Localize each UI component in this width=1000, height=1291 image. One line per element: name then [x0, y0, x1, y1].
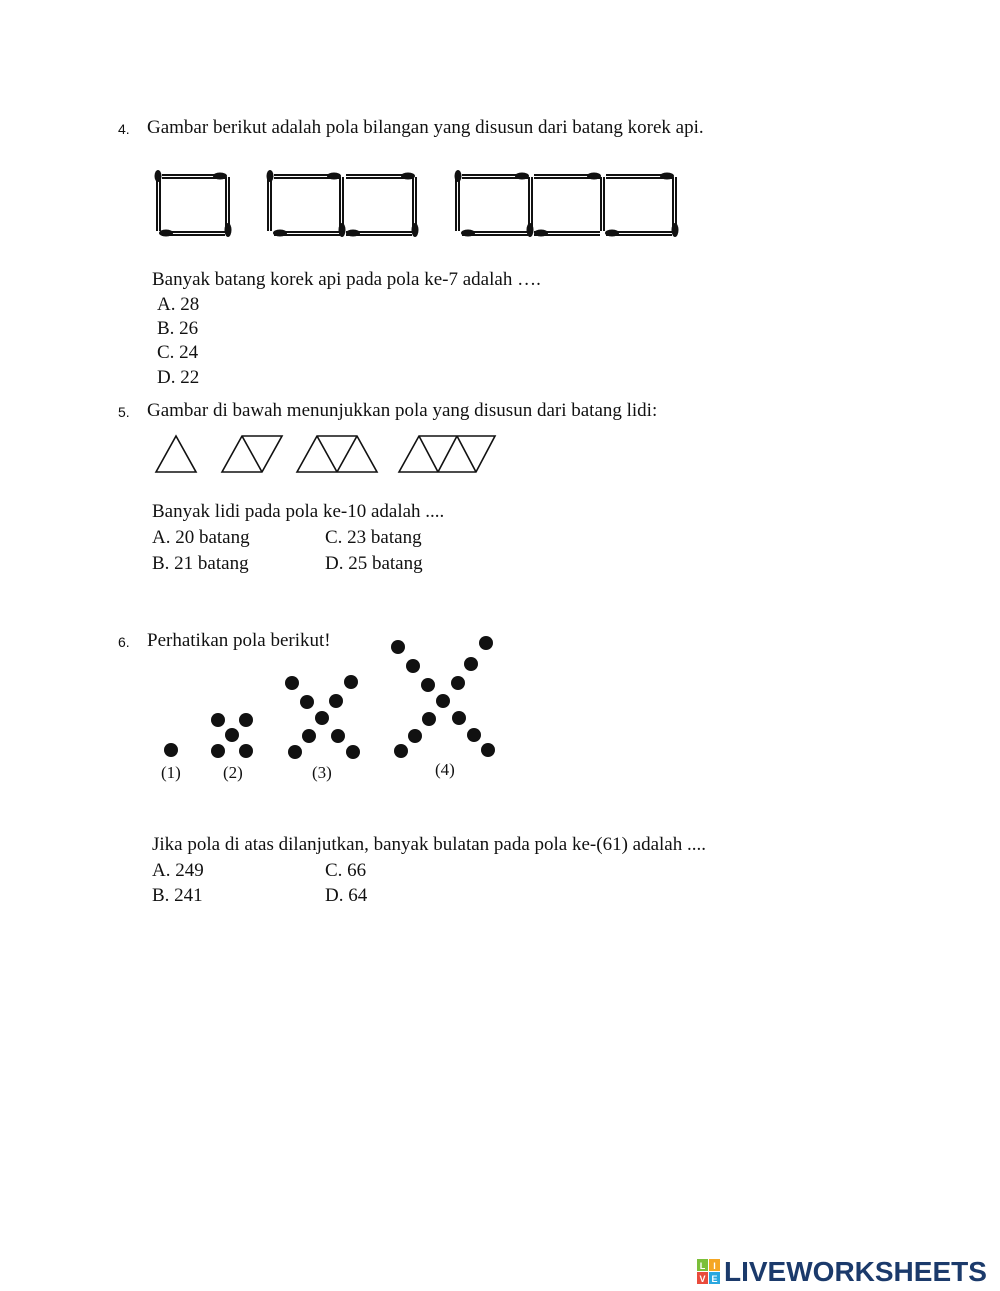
dot-pattern-label-3: (3)	[312, 763, 332, 782]
question-4-option-a[interactable]: A. 28	[157, 294, 200, 315]
matchstick-pattern-figure	[150, 165, 690, 245]
logo-letter-i: I	[713, 1261, 716, 1271]
question-6-prompt: Perhatikan pola berikut!	[147, 630, 331, 651]
question-6-text: Jika pola di atas dilanjutkan, banyak bulatan pada pola ke-(61) adalah ....	[152, 834, 706, 855]
question-5-number: 5.	[118, 404, 130, 420]
triangle-pattern-4	[399, 436, 495, 472]
question-4-option-b[interactable]: B. 26	[157, 318, 199, 339]
dot-pattern-label-4: (4)	[435, 760, 455, 779]
triangle-pattern-1	[156, 436, 196, 472]
dot-pattern-2	[211, 713, 253, 758]
triangle-pattern-figure	[150, 432, 510, 477]
question-4-text: Banyak batang korek api pada pola ke-7 adalah ….	[152, 269, 541, 290]
question-5-option-c[interactable]: C. 23 batang	[325, 527, 422, 548]
question-4-number: 4.	[118, 121, 130, 137]
liveworksheets-logo	[697, 1256, 987, 1288]
question-4-option-c[interactable]: C. 24	[157, 342, 199, 363]
question-5-option-b[interactable]: B. 21 batang	[152, 553, 249, 574]
dot-pattern-label-2: (2)	[223, 763, 243, 782]
dot-pattern-4	[391, 636, 495, 758]
dot-pattern-1	[164, 743, 178, 757]
triangle-pattern-3	[297, 436, 377, 472]
question-6-option-b[interactable]: B. 241	[152, 885, 203, 906]
question-6-number: 6.	[118, 634, 130, 650]
question-6-option-a[interactable]: A. 249	[152, 860, 204, 881]
logo-letter-e: E	[711, 1274, 718, 1284]
question-4-prompt: Gambar berikut adalah pola bilangan yang disusun dari batang korek api.	[147, 117, 704, 138]
question-5-option-d[interactable]: D. 25 batang	[325, 553, 423, 574]
question-5-prompt: Gambar di bawah menunjukkan pola yang disusun dari batang lidi:	[147, 400, 658, 421]
dot-pattern-figure	[150, 630, 510, 765]
question-5-text: Banyak lidi pada pola ke-10 adalah ....	[152, 501, 445, 522]
logo-wordmark: LIVEWORKSHEETS	[724, 1256, 987, 1287]
logo-letter-l: L	[699, 1261, 706, 1271]
matchstick-pattern-1	[157, 175, 229, 235]
matchstick-pattern-3	[456, 175, 676, 235]
question-5-option-a[interactable]: A. 20 batang	[152, 527, 250, 548]
triangle-pattern-2	[222, 436, 282, 472]
dot-pattern-3	[285, 675, 360, 759]
question-6-option-d[interactable]: D. 64	[325, 885, 368, 906]
logo-letter-v: V	[699, 1274, 706, 1284]
question-6-option-c[interactable]: C. 66	[325, 860, 367, 881]
dot-pattern-label-1: (1)	[161, 763, 181, 782]
question-4-option-d[interactable]: D. 22	[157, 367, 200, 388]
liveworksheets-logo-icon	[697, 1259, 721, 1285]
